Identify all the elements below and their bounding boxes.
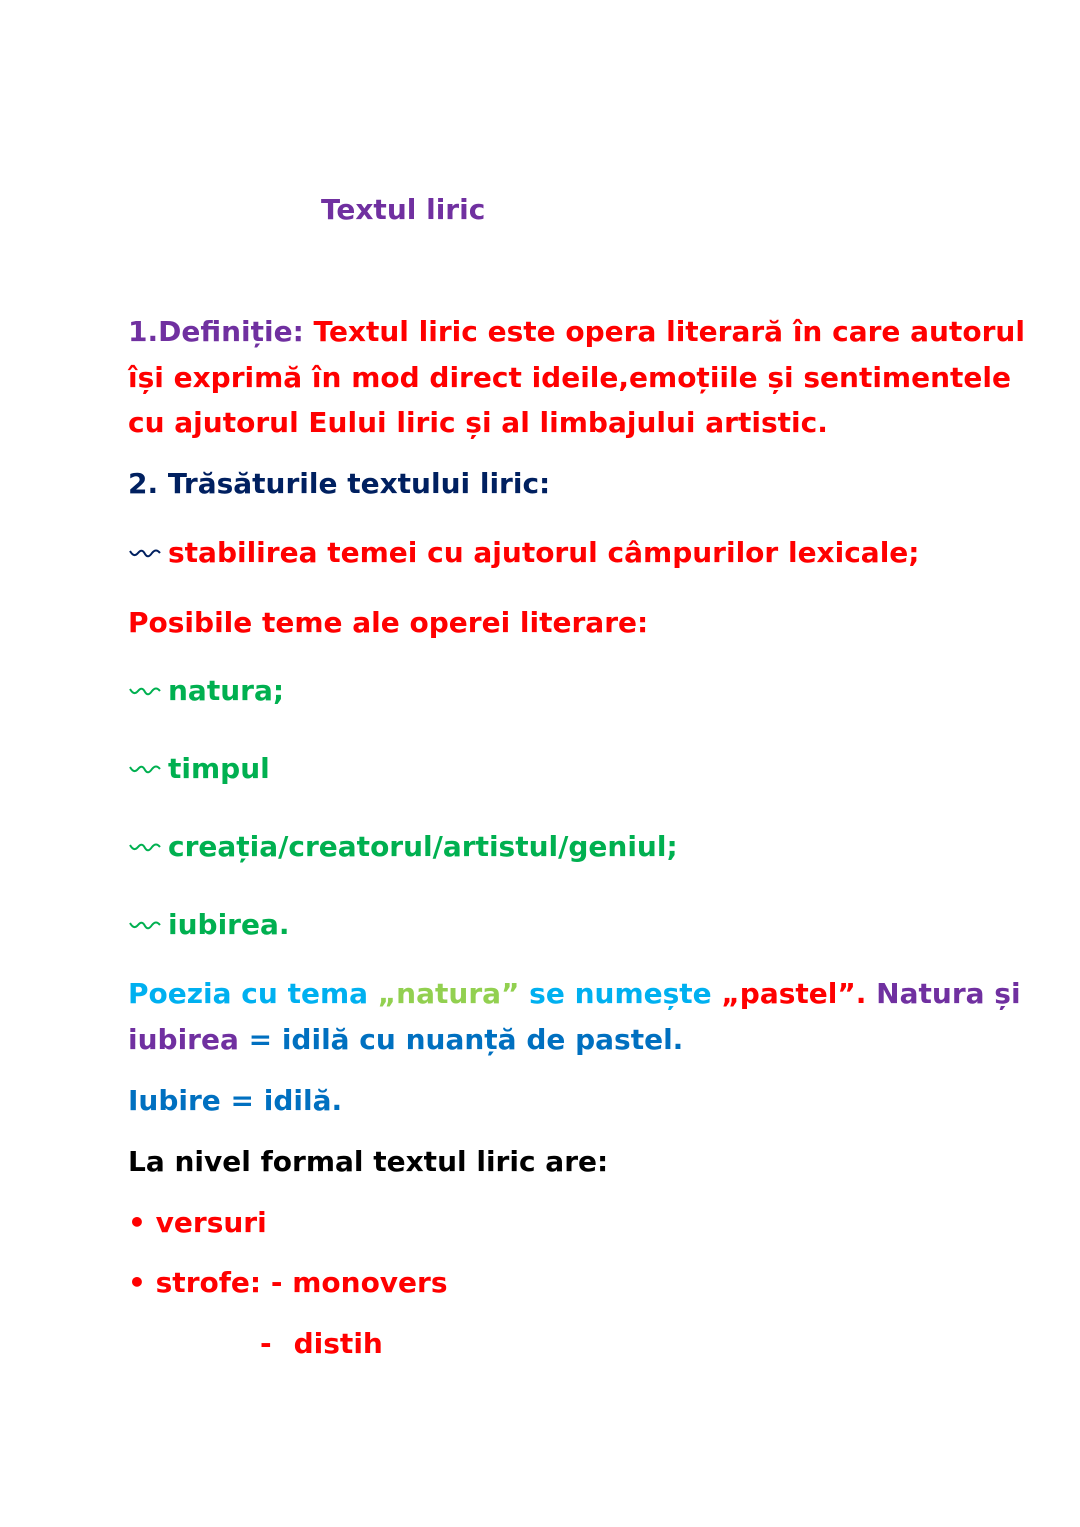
formal-item-versuri: • versuri bbox=[128, 1206, 267, 1239]
pastel-idila-text: = idilă cu nuanță de pastel. bbox=[238, 1023, 684, 1056]
pastel-quote: „pastel”. bbox=[721, 977, 867, 1010]
definition-line-3: cu ajutorul Eului liric și al limbajului artistic. bbox=[128, 406, 828, 439]
feature-item bbox=[128, 536, 920, 570]
distih-text: distih bbox=[293, 1327, 383, 1360]
distih-dash: - bbox=[260, 1327, 272, 1360]
theme-item-text: creația/creatorul/artistul/geniul; bbox=[168, 830, 678, 863]
wave-bullet-icon bbox=[128, 841, 162, 855]
features-heading: 2. Trăsăturile textului liric: bbox=[128, 467, 551, 500]
wave-bullet-icon bbox=[128, 685, 162, 699]
theme-item bbox=[128, 830, 678, 864]
wave-bullet-icon bbox=[128, 919, 162, 933]
definition-label: 1.Definiție: bbox=[128, 315, 304, 348]
theme-item-text: iubirea. bbox=[168, 908, 290, 941]
formal-item-distih bbox=[260, 1327, 383, 1361]
wave-bullet-icon bbox=[128, 547, 162, 561]
pastel-line-2 bbox=[128, 1023, 683, 1057]
definition-line-1 bbox=[128, 315, 1025, 349]
page-title: Textul liric bbox=[321, 193, 486, 226]
definition-text-1: Textul liric este opera literară în care autorul bbox=[303, 315, 1025, 348]
definition-line-2: își exprimă în mod direct ideile,emoțiile și sentimentele bbox=[128, 361, 1011, 394]
pastel-iubirea: iubirea bbox=[128, 1023, 239, 1056]
theme-item bbox=[128, 674, 284, 708]
theme-item bbox=[128, 908, 290, 942]
feature-item-text: stabilirea temei cu ajutorul câmpurilor lexicale; bbox=[168, 536, 920, 569]
idila-line: Iubire = idilă. bbox=[128, 1084, 343, 1117]
theme-item-text: natura; bbox=[168, 674, 285, 707]
formal-item-strofe: • strofe: - monovers bbox=[128, 1266, 448, 1299]
theme-item bbox=[128, 752, 270, 786]
wave-bullet-icon bbox=[128, 763, 162, 777]
formal-heading: La nivel formal textul liric are: bbox=[128, 1145, 609, 1178]
pastel-text-1: Poezia cu tema bbox=[128, 977, 378, 1010]
pastel-line-1 bbox=[128, 977, 1021, 1011]
pastel-text-3: Natura și bbox=[866, 977, 1021, 1010]
theme-item-text: timpul bbox=[168, 752, 270, 785]
themes-heading: Posibile teme ale operei literare: bbox=[128, 606, 649, 639]
pastel-text-2: se numește bbox=[519, 977, 722, 1010]
pastel-natura-quote: „natura” bbox=[377, 977, 520, 1010]
